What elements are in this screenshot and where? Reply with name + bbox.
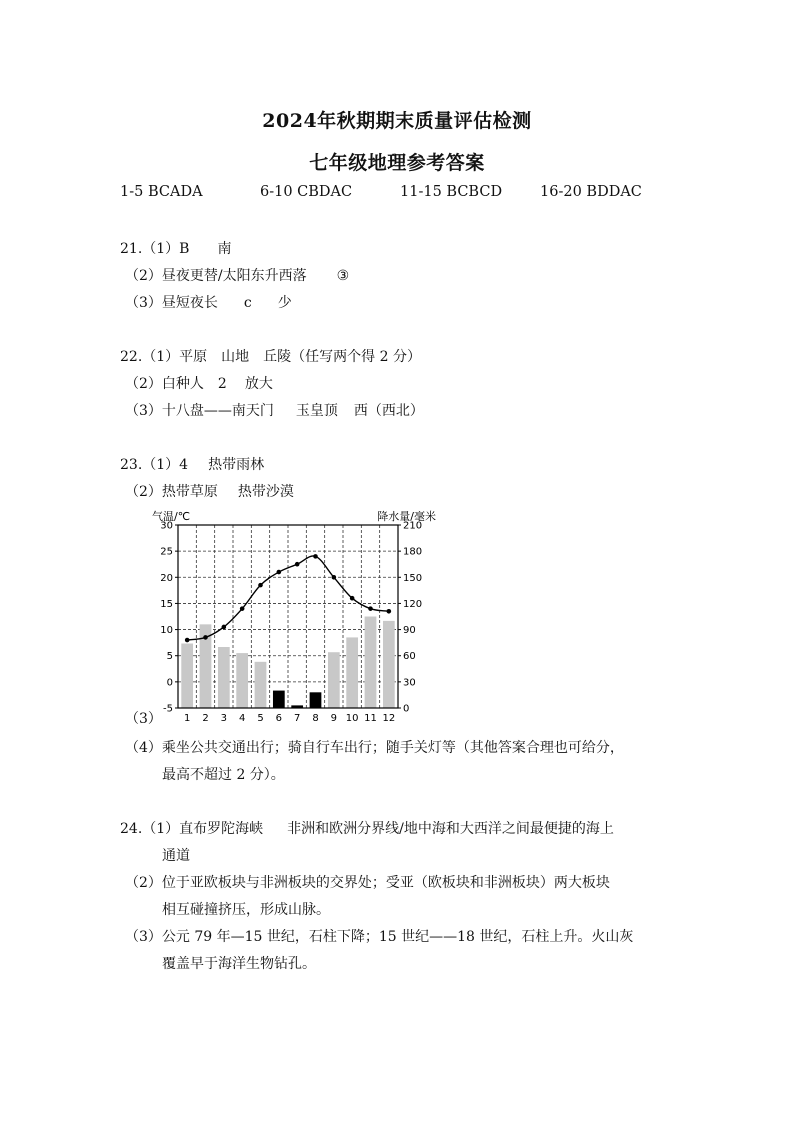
precip-bar-8 (310, 692, 322, 708)
month-label-6: 6 (275, 713, 283, 724)
precip-bar-4 (236, 653, 248, 708)
q24-1-b: 非洲和欧洲分界线/地中海和大西洋之间最便捷的海上 (287, 821, 614, 837)
temp-point-11 (368, 606, 373, 611)
q21-3-answer: （3）昼短夜长 (125, 295, 218, 311)
q23-line1 (120, 454, 264, 474)
doc-title: 2024年秋期期末质量评估检测 (262, 110, 532, 132)
month-label-8: 8 (312, 713, 319, 724)
right-tick-label: 0 (403, 703, 410, 715)
precip-bar-9 (328, 652, 340, 708)
q23-4-line1: （4）乘坐公共交通出行；骑自行车出行；随手关灯等（其他答案合理也可给分， (125, 740, 624, 756)
q22-line3 (125, 400, 424, 420)
mc-answers-1-5: 1-5 BCADA (120, 184, 203, 200)
q22-line2 (125, 373, 273, 393)
mc-answers-11-15: 11-15 BCBCD (400, 184, 503, 200)
temp-point-8 (313, 554, 318, 559)
q23-2-b: 热带沙漠 (237, 484, 294, 500)
q24-line1 (120, 818, 614, 838)
temp-point-1 (185, 638, 190, 643)
q21-3-letter: c (243, 295, 252, 311)
right-tick-label: 150 (403, 572, 423, 584)
q22-2-c: 放大 (244, 376, 273, 392)
q23-2-a: （2）热带草原 (125, 484, 218, 500)
right-tick-label: 90 (403, 625, 416, 637)
q22-1-c: 丘陵（任写两个得 2 分） (263, 349, 421, 365)
q24-3-line1: （3）公元 79 年—15 世纪，石柱下降；15 世纪——18 世纪，石柱上升。火山灰 (125, 929, 634, 945)
q23-line2 (125, 481, 294, 501)
q22-2-a: （2）白种人 (125, 376, 204, 392)
temp-point-7 (295, 562, 300, 567)
left-tick-label: 15 (160, 598, 173, 610)
month-label-10: 10 (345, 713, 359, 724)
q24-1-a: 24.（1）直布罗陀海峡 (120, 821, 264, 837)
q24-1-c: 通道 (162, 848, 190, 864)
precip-bar-1 (181, 644, 193, 708)
temp-point-9 (332, 575, 337, 580)
month-label-1: 1 (183, 713, 191, 724)
q21-2-answer: （2）昼夜更替/太阳东升西落 (125, 268, 307, 284)
month-label-5: 5 (257, 713, 264, 724)
left-tick-label: -5 (163, 703, 173, 715)
right-tick-label: 180 (403, 546, 423, 558)
q22-line1 (120, 346, 421, 366)
q21-1-answer: 21.（1）B (120, 241, 190, 257)
temp-point-3 (222, 625, 227, 630)
temp-point-10 (350, 596, 355, 601)
q24-2-line1: （2）位于亚欧板块与非洲板块的交界处；受亚（欧板块和非洲板块）两大板块 (125, 875, 610, 891)
right-tick-label: 60 (403, 651, 416, 663)
month-label-2: 2 (202, 713, 209, 724)
left-tick-label: 25 (160, 546, 173, 558)
q23-1-a: 23.（1）4 (120, 457, 189, 473)
month-label-4: 4 (238, 713, 246, 724)
temp-point-5 (258, 583, 263, 588)
month-label-7: 7 (293, 713, 301, 724)
left-tick-label: 20 (160, 572, 173, 584)
precip-bar-12 (383, 621, 395, 708)
month-label-9: 9 (330, 713, 338, 724)
q22-3-c: 西（西北） (353, 403, 424, 419)
q21-3-amount: 少 (277, 295, 292, 311)
q23-4-line2: 最高不超过 2 分）。 (162, 767, 285, 783)
q21-line1 (120, 238, 231, 258)
temp-point-2 (203, 635, 208, 640)
temp-point-6 (277, 570, 282, 575)
month-label-11: 11 (364, 713, 377, 724)
left-tick-label: 30 (160, 520, 173, 532)
q21-line2 (125, 265, 349, 285)
right-tick-label: 120 (403, 598, 423, 610)
right-tick-label: 210 (403, 520, 423, 532)
q22-3-a: （3）十八盘——南天门 (125, 403, 274, 419)
precip-bar-5 (255, 662, 267, 708)
left-tick-label: 5 (166, 651, 173, 663)
q21-line3 (125, 292, 292, 312)
q22-2-b: 2 (217, 376, 227, 392)
right-tick-label: 30 (403, 677, 416, 689)
q23-3-label: （3） (125, 711, 162, 727)
left-tick-label: 0 (166, 677, 173, 689)
q24-2-line2: 相互碰撞挤压，形成山脉。 (162, 902, 330, 918)
q22-3-b: 玉皇顶 (295, 403, 338, 419)
temperature-line (185, 554, 391, 642)
precip-bar-10 (346, 637, 358, 708)
precip-bar-11 (365, 617, 377, 709)
right-axis-label: 降水量/毫米 (377, 510, 436, 523)
q21-2-position: ③ (336, 268, 350, 284)
q24-3-line2: 覆盖早于海洋生物钻孔。 (162, 956, 316, 972)
climate-chart (150, 505, 440, 725)
precip-bar-3 (218, 647, 230, 708)
q22-1-a: 22.（1）平原 (120, 349, 208, 365)
doc-subtitle: 七年级地理参考答案 (309, 152, 485, 174)
left-axis-label: 气温/℃ (152, 510, 191, 523)
precip-bar-6 (273, 691, 285, 708)
month-label-3: 3 (220, 713, 228, 724)
month-label-12: 12 (382, 713, 396, 724)
q23-1-b: 热带雨林 (208, 457, 265, 473)
q21-1-direction: 南 (217, 241, 232, 257)
mc-answers-6-10: 6-10 CBDAC (260, 184, 353, 200)
left-tick-label: 10 (160, 625, 173, 637)
temp-point-4 (240, 606, 245, 611)
q22-1-b: 山地 (221, 349, 250, 365)
temp-point-12 (387, 609, 392, 614)
mc-answers-16-20: 16-20 BDDAC (540, 184, 642, 200)
